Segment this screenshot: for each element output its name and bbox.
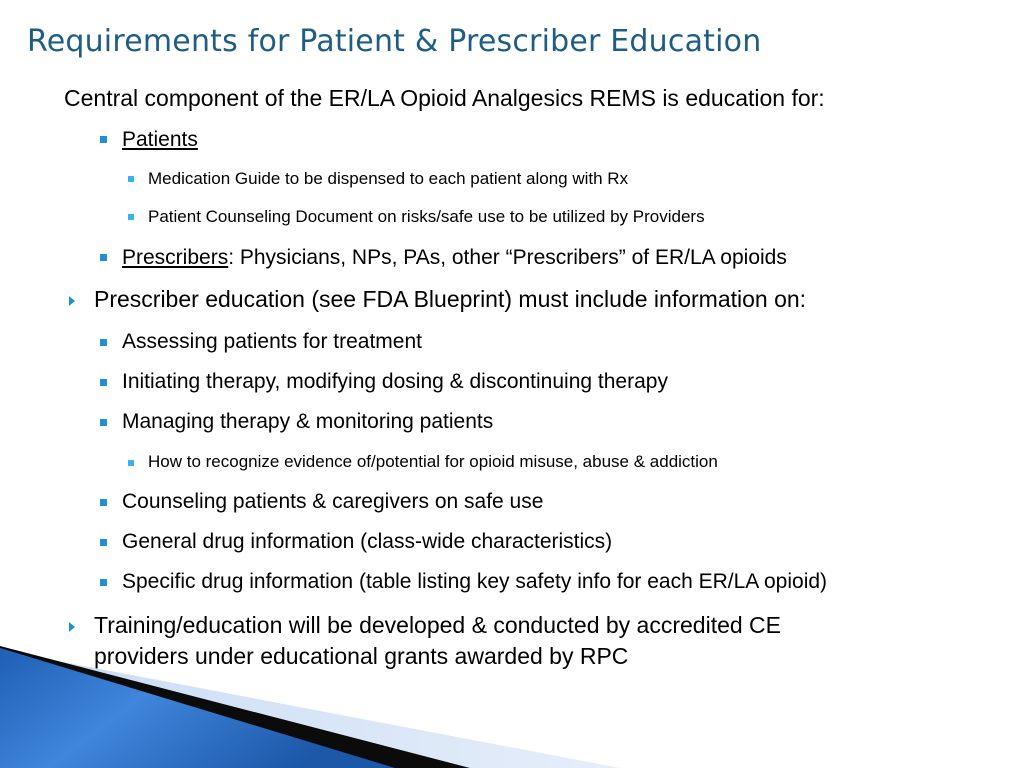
training-line-1: Training/education will be developed & conducted by accredited CE bbox=[94, 612, 782, 638]
education-item-specific-drug-info: Specific drug information (table listing key safety info for each ER/LA opioid) bbox=[122, 570, 828, 593]
education-item-assessing: Assessing patients for treatment bbox=[122, 330, 422, 353]
education-item-misuse: How to recognize evidence of/potential for opioid misuse, abuse & addiction bbox=[148, 452, 718, 471]
education-item-managing: Managing therapy & monitoring patients bbox=[122, 410, 494, 433]
slide-title: Requirements for Patient & Prescriber Education bbox=[27, 24, 762, 59]
training-line-2: providers under educational grants awarded by RPC bbox=[94, 643, 629, 669]
education-item-general-drug-info: General drug information (class-wide characteristics) bbox=[122, 530, 613, 553]
prescribers-label: Prescribers bbox=[122, 246, 229, 269]
patients-item-medication-guide: Medication Guide to be dispensed to each patient along with Rx bbox=[148, 169, 629, 188]
education-item-initiating: Initiating therapy, modifying dosing & discontinuing therapy bbox=[122, 370, 668, 393]
prescriber-education-heading: Prescriber education (see FDA Blueprint) must include information on: bbox=[94, 286, 807, 312]
patients-item-counseling-document: Patient Counseling Document on risks/safe use to be utilized by Providers bbox=[148, 207, 705, 226]
education-item-counseling: Counseling patients & caregivers on safe use bbox=[122, 490, 544, 513]
prescribers-description: : Physicians, NPs, PAs, other “Prescribers” of ER/LA opioids bbox=[228, 246, 787, 269]
intro-text: Central component of the ER/LA Opioid Analgesics REMS is education for: bbox=[64, 85, 825, 111]
patients-label: Patients bbox=[122, 128, 198, 151]
